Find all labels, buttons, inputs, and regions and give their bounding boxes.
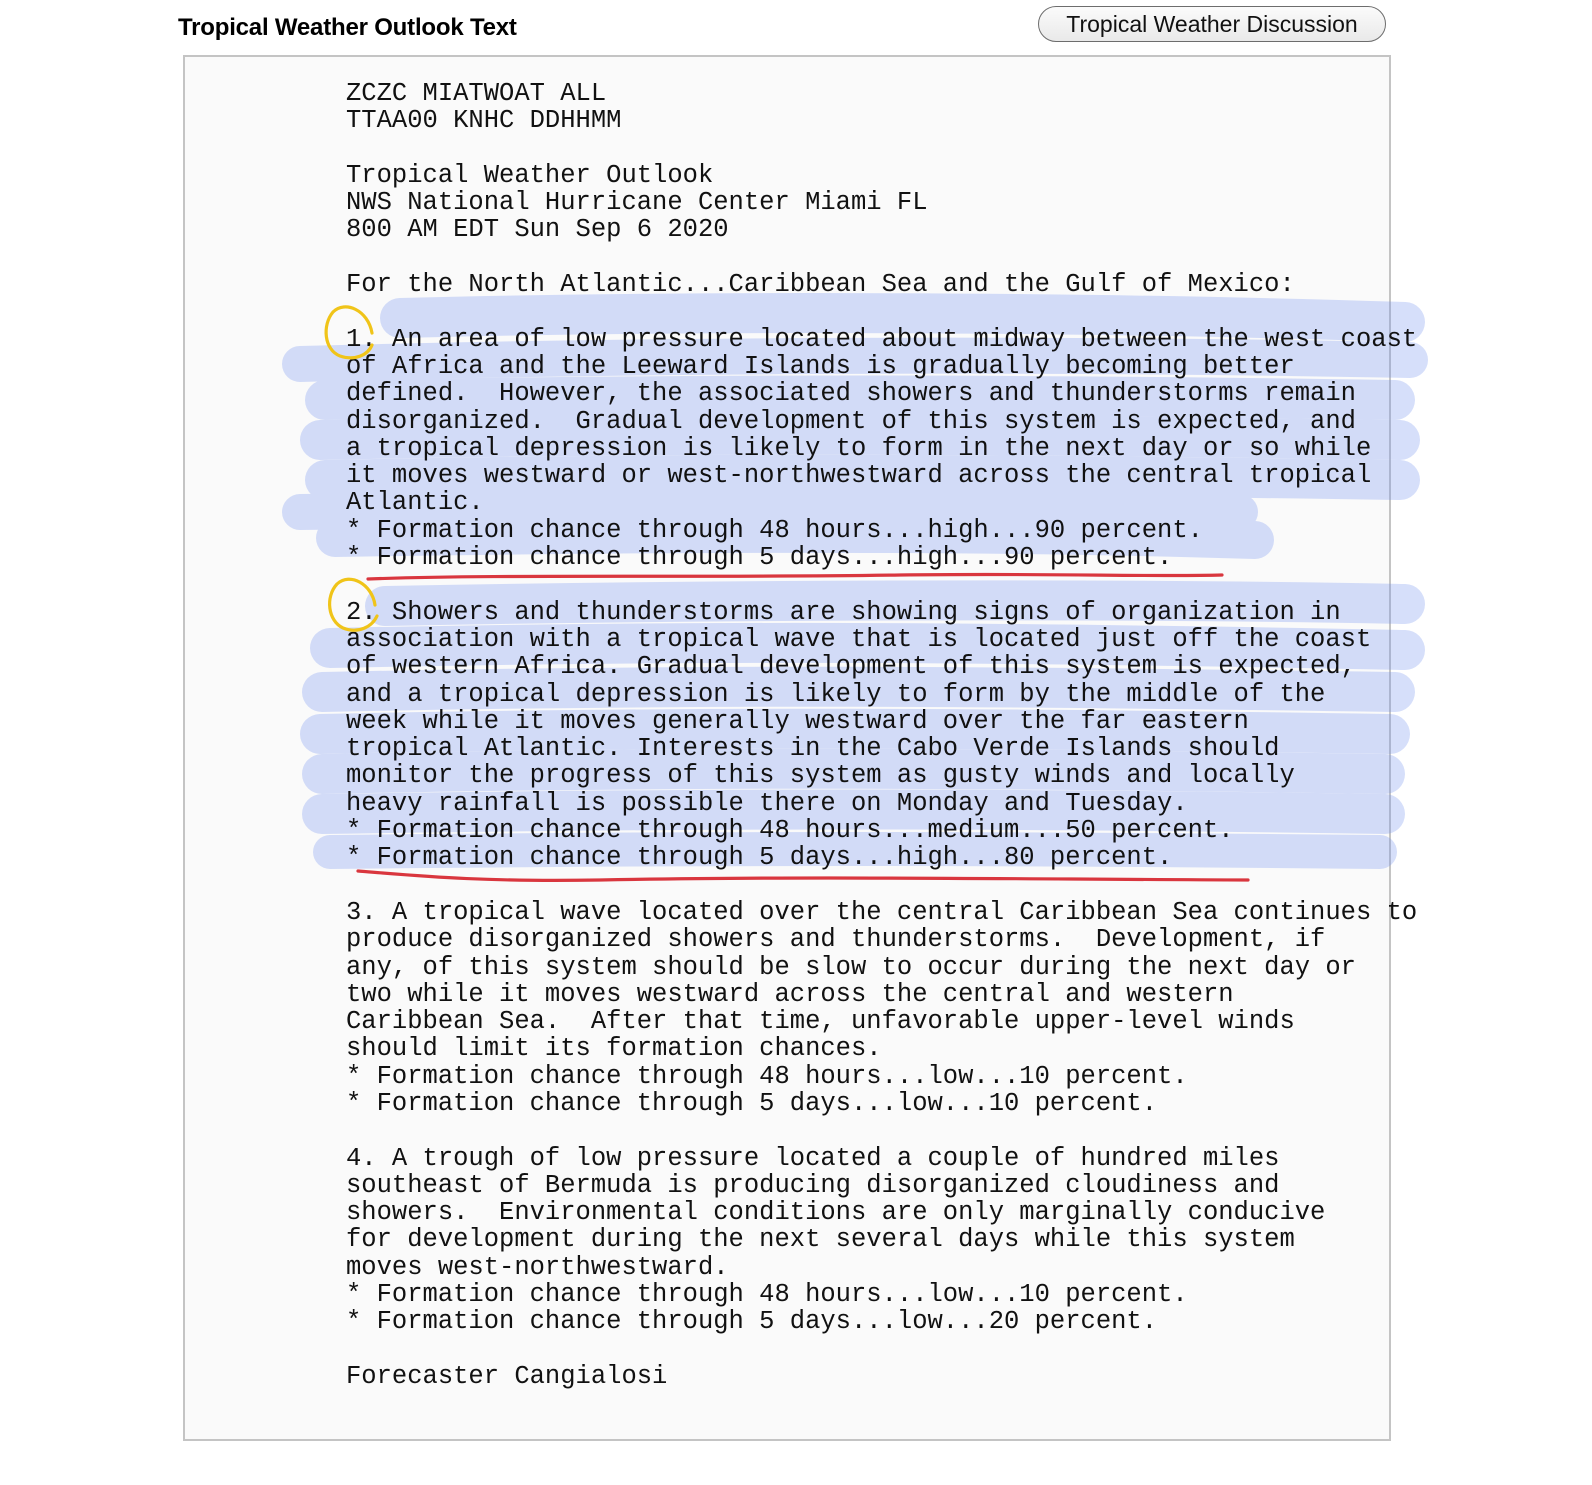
system-1-chance-5d: * Formation chance through 5 days...high...90 percent. [346, 543, 1173, 573]
system-3-chance-48h: * Formation chance through 48 hours...low...10 percent. [346, 1061, 1188, 1091]
header-line: ZCZC MIATWOAT ALL [346, 79, 607, 108]
system-1-chance-48h: * Formation chance through 48 hours...high...90 percent. [346, 515, 1203, 545]
system-3-line: any, of this system should be slow to occur during the next day or [346, 952, 1356, 982]
page-title: Tropical Weather Outlook Text [178, 14, 517, 41]
forecaster-signature: Forecaster Cangialosi [346, 1361, 668, 1391]
system-4-line: 4. A trough of low pressure located a couple of hundred miles [346, 1143, 1280, 1173]
header-line: TTAA00 KNHC DDHHMM [346, 106, 622, 136]
region-line: For the North Atlantic...Caribbean Sea and the Gulf of Mexico: [346, 270, 1295, 300]
system-4-chance-5d: * Formation chance through 5 days...low...20 percent. [346, 1307, 1158, 1337]
system-1-line: of Africa and the Leeward Islands is gradually becoming better [346, 351, 1295, 381]
product-name: Tropical Weather Outlook [346, 160, 714, 190]
system-1-line: a tropical depression is likely to form in the next day or so while [346, 433, 1372, 463]
system-4-line: for development during the next several days while this system [346, 1225, 1295, 1255]
system-3-line: should limit its formation chances. [346, 1034, 882, 1064]
system-3-chance-5d: * Formation chance through 5 days...low...10 percent. [346, 1088, 1158, 1118]
system-2-chance-5d: * Formation chance through 5 days...high...80 percent. [346, 843, 1173, 873]
system-2-line: week while it moves generally westward over the far eastern [346, 706, 1249, 736]
system-4-line: showers. Environmental conditions are only marginally conducive [346, 1198, 1326, 1228]
system-3-line: two while it moves westward across the central and western [346, 979, 1234, 1009]
system-2-line: association with a tropical wave that is located just off the coast [346, 624, 1372, 654]
issuer: NWS National Hurricane Center Miami FL [346, 188, 928, 218]
system-2-chance-48h: * Formation chance through 48 hours...medium...50 percent. [346, 816, 1234, 846]
system-3-line: 3. A tropical wave located over the central Caribbean Sea continues to [346, 897, 1418, 927]
system-3-line: Caribbean Sea. After that time, unfavorable upper-level winds [346, 1007, 1295, 1037]
system-3-line: produce disorganized showers and thunderstorms. Development, if [346, 925, 1326, 955]
system-4-line: southeast of Bermuda is producing disorganized cloudiness and [346, 1170, 1280, 1200]
system-1-line: defined. However, the associated showers and thunderstorms remain [346, 379, 1356, 409]
system-2-line: of western Africa. Gradual development of this system is expected, [346, 652, 1356, 682]
system-2-line: 2. Showers and thunderstorms are showing signs of organization in [346, 597, 1341, 627]
system-1-line: 1. An area of low pressure located about midway between the west coast [346, 324, 1418, 354]
system-4-chance-48h: * Formation chance through 48 hours...low...10 percent. [346, 1280, 1188, 1310]
tropical-weather-discussion-button[interactable]: Tropical Weather Discussion [1038, 6, 1386, 42]
issue-time: 800 AM EDT Sun Sep 6 2020 [346, 215, 729, 245]
system-1-line: Atlantic. [346, 488, 484, 518]
system-2-line: monitor the progress of this system as gusty winds and locally [346, 761, 1295, 791]
system-1-line: disorganized. Gradual development of this system is expected, and [346, 406, 1356, 436]
system-1-line: it moves westward or west-northwestward across the central tropical [346, 461, 1372, 491]
system-2-line: heavy rainfall is possible there on Monday and Tuesday. [346, 788, 1188, 818]
system-2-line: and a tropical depression is likely to form by the middle of the [346, 679, 1326, 709]
system-4-line: moves west-northwestward. [346, 1252, 729, 1282]
outlook-product-text [346, 80, 1417, 1390]
system-2-line: tropical Atlantic. Interests in the Cabo Verde Islands should [346, 734, 1280, 764]
